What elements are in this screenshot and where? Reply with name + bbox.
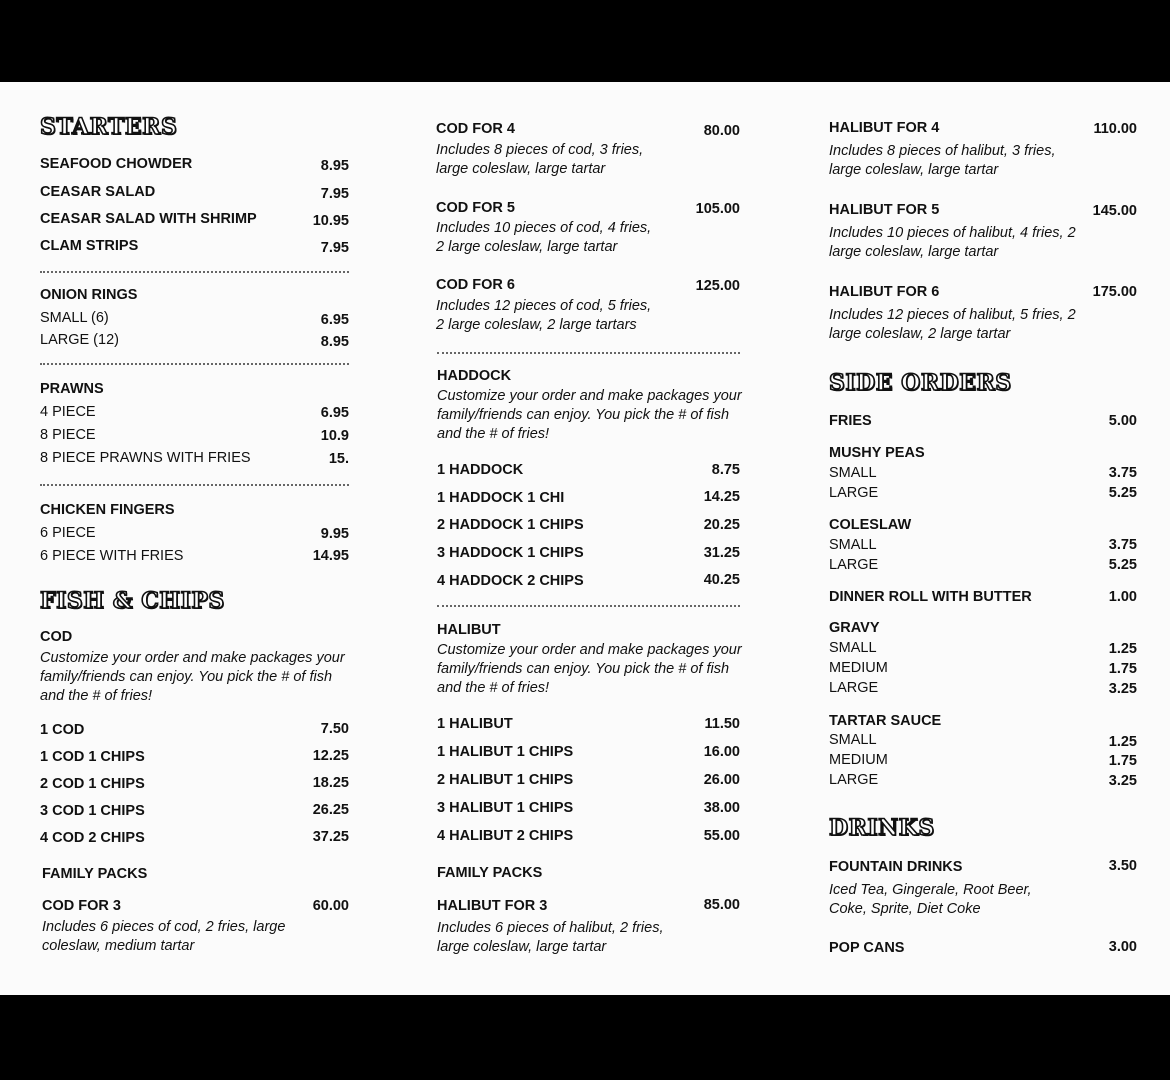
menu-item-price: 37.25 (312, 829, 349, 845)
option-price: 3.75 (1108, 465, 1137, 481)
section-description: Customize your order and make packages your family/friends can enjoy. You pick the # of fish and the # of fries! (40, 650, 345, 704)
menu-item-name: CEASAR SALAD WITH SHRIMP (40, 211, 257, 227)
menu-item-description: Includes 8 pieces of halibut, 3 fries, large coleslaw, large tartar (829, 143, 1056, 178)
option-name: 6 PIECE (40, 525, 96, 541)
option-price: 3.75 (1108, 537, 1137, 553)
menu-item-price: 40.25 (703, 572, 740, 588)
menu-item-name: 1 COD 1 CHIPS (40, 749, 145, 765)
divider (437, 605, 740, 607)
option-price: 6.95 (320, 405, 349, 421)
section-label: ONION RINGS (40, 287, 138, 303)
option-price: 6.95 (320, 312, 349, 328)
menu-item-price: 110.00 (1093, 121, 1137, 137)
menu-item-price: 14.25 (703, 489, 740, 505)
option-price: 5.25 (1108, 485, 1137, 501)
menu-item-name: CEASAR SALAD (40, 184, 156, 200)
menu-item-name: 1 HADDOCK (437, 462, 524, 478)
menu-item-description: Includes 10 pieces of cod, 4 fries, 2 large coleslaw, large tartar (436, 220, 652, 255)
menu-item-description: Includes 8 pieces of cod, 3 fries, large coleslaw, large tartar (436, 142, 644, 177)
menu-item-description: Includes 12 pieces of cod, 5 fries, 2 large coleslaw, 2 large tartars (436, 298, 652, 333)
menu-item-price: 5.00 (1108, 413, 1137, 429)
menu-item-name: 4 COD 2 CHIPS (40, 830, 145, 846)
option-name: MEDIUM (829, 752, 888, 768)
menu-item-name: COD FOR 3 (42, 898, 121, 914)
menu-item-name: 1 HADDOCK 1 CHI (437, 490, 565, 506)
menu-item-price: 175.00 (1092, 284, 1137, 300)
menu-item-price: 3.50 (1108, 858, 1137, 874)
menu-item-name: POP CANS (829, 940, 905, 956)
option-name: 4 PIECE (40, 404, 96, 420)
menu-item-price: 10.95 (312, 213, 349, 229)
menu-item-description: Includes 6 pieces of cod, 2 fries, large coleslaw, medium tartar (42, 919, 286, 954)
section-label: COD (40, 629, 73, 645)
option-name: LARGE (829, 680, 879, 696)
option-price: 8.95 (320, 334, 349, 350)
option-name: LARGE (829, 557, 879, 573)
menu-item-name: 1 COD (40, 722, 85, 738)
option-price: 1.25 (1108, 734, 1137, 750)
menu-item-price: 16.00 (703, 744, 740, 760)
menu-item-name: FRIES (829, 413, 872, 429)
option-price: 1.75 (1108, 661, 1137, 677)
menu-item-name: COD FOR 4 (436, 121, 515, 137)
option-price: 1.25 (1108, 641, 1137, 657)
divider (40, 484, 349, 486)
menu-item-price: 18.25 (312, 775, 349, 791)
section-label: GRAVY (829, 620, 880, 636)
menu-item-price: 60.00 (312, 898, 349, 914)
option-name: LARGE (829, 485, 879, 501)
option-name: 8 PIECE (40, 427, 96, 443)
menu-item-name: 1 HALIBUT 1 CHIPS (437, 744, 574, 760)
option-name: SMALL (829, 537, 877, 553)
menu-item-name: 2 HALIBUT 1 CHIPS (437, 772, 574, 788)
option-name: SMALL (829, 465, 877, 481)
section-description: Customize your order and make packages your family/friends can enjoy. You pick the # of fish and the # of fries! (437, 642, 742, 696)
menu-item-name: HALIBUT FOR 4 (829, 120, 940, 136)
menu-item-price: 11.50 (704, 716, 740, 732)
menu-item-price: 1.00 (1108, 589, 1137, 605)
menu-item-price: 7.50 (320, 721, 349, 737)
menu-item-description: Includes 6 pieces of halibut, 2 fries, large coleslaw, large tartar (437, 920, 664, 955)
menu-item-name: DINNER ROLL WITH BUTTER (829, 589, 1032, 605)
option-price: 10.9 (320, 428, 349, 444)
menu-item-price: 26.00 (703, 772, 740, 788)
option-name: LARGE (12) (40, 332, 119, 348)
menu-item-name: COD FOR 5 (436, 200, 515, 216)
menu-item-price: 31.25 (703, 545, 740, 561)
menu-item-name: HALIBUT FOR 3 (437, 898, 548, 914)
menu-item-name: 4 HADDOCK 2 CHIPS (437, 573, 584, 589)
menu-page (0, 82, 1170, 995)
menu-item-price: 80.00 (703, 123, 740, 139)
option-name: MEDIUM (829, 660, 888, 676)
section-label: TARTAR SAUCE (829, 713, 942, 729)
option-name: 6 PIECE WITH FRIES (40, 548, 184, 564)
option-price: 14.95 (312, 548, 349, 564)
section-label: HALIBUT (437, 622, 501, 638)
menu-item-name: 3 HADDOCK 1 CHIPS (437, 545, 584, 561)
option-name: SMALL (829, 732, 877, 748)
divider (40, 271, 349, 273)
menu-item-price: 20.25 (703, 517, 740, 533)
option-price: 1.75 (1108, 753, 1137, 769)
menu-item-name: FOUNTAIN DRINKS (829, 859, 963, 875)
menu-item-name: COD FOR 6 (436, 277, 515, 293)
option-price: 15. (328, 451, 349, 467)
menu-item-price: 125.00 (695, 278, 740, 294)
section-label: FAMILY PACKS (437, 865, 543, 881)
menu-item-name: 3 HALIBUT 1 CHIPS (437, 800, 574, 816)
drinks-heading: DRINKS (829, 815, 935, 841)
menu-item-price: 8.75 (711, 462, 740, 478)
section-label: FAMILY PACKS (42, 866, 148, 882)
starters-heading: STARTERS (40, 114, 178, 140)
menu-item-name: 2 HADDOCK 1 CHIPS (437, 517, 584, 533)
menu-item-price: 12.25 (312, 748, 349, 764)
menu-item-price: 85.00 (703, 897, 740, 913)
menu-item-name: 1 HALIBUT (437, 716, 513, 732)
menu-item-description: Includes 10 pieces of halibut, 4 fries, 2 large coleslaw, large tartar (829, 225, 1076, 260)
option-price: 3.25 (1108, 773, 1137, 789)
menu-item-name: 4 HALIBUT 2 CHIPS (437, 828, 574, 844)
menu-item-price: 26.25 (312, 802, 349, 818)
menu-item-name: CLAM STRIPS (40, 238, 139, 254)
menu-item-name: 3 COD 1 CHIPS (40, 803, 145, 819)
option-price: 9.95 (320, 526, 349, 542)
menu-item-price: 55.00 (703, 828, 740, 844)
menu-item-name: SEAFOOD CHOWDER (40, 156, 193, 172)
fish-chips-heading: FISH & CHIPS (40, 588, 225, 614)
option-price: 3.25 (1108, 681, 1137, 697)
divider (437, 352, 740, 354)
menu-item-price: 7.95 (320, 186, 349, 202)
section-label: CHICKEN FINGERS (40, 502, 175, 518)
side-orders-heading: SIDE ORDERS (829, 370, 1012, 396)
menu-item-description: Iced Tea, Gingerale, Root Beer, Coke, Sprite, Diet Coke (829, 882, 1032, 917)
menu-item-name: HALIBUT FOR 5 (829, 202, 940, 218)
option-price: 5.25 (1108, 557, 1137, 573)
section-label: MUSHY PEAS (829, 445, 925, 461)
menu-item-price: 105.00 (695, 201, 740, 217)
menu-item-name: 2 COD 1 CHIPS (40, 776, 145, 792)
section-description: Customize your order and make packages your family/friends can enjoy. You pick the # of fish and the # of fries! (437, 388, 742, 442)
section-label: COLESLAW (829, 517, 912, 533)
option-name: SMALL (6) (40, 310, 109, 326)
menu-item-price: 7.95 (320, 240, 349, 256)
menu-item-price: 145.00 (1092, 203, 1137, 219)
menu-item-price: 3.00 (1108, 939, 1137, 955)
menu-item-price: 38.00 (703, 800, 740, 816)
menu-item-description: Includes 12 pieces of halibut, 5 fries, 2 large coleslaw, 2 large tartar (829, 307, 1076, 342)
option-name: SMALL (829, 640, 877, 656)
option-name: LARGE (829, 772, 879, 788)
divider (40, 363, 349, 365)
menu-item-price: 8.95 (320, 158, 349, 174)
menu-item-name: HALIBUT FOR 6 (829, 284, 940, 300)
section-label: PRAWNS (40, 381, 104, 397)
section-label: HADDOCK (437, 368, 512, 384)
option-name: 8 PIECE PRAWNS WITH FRIES (40, 450, 251, 466)
